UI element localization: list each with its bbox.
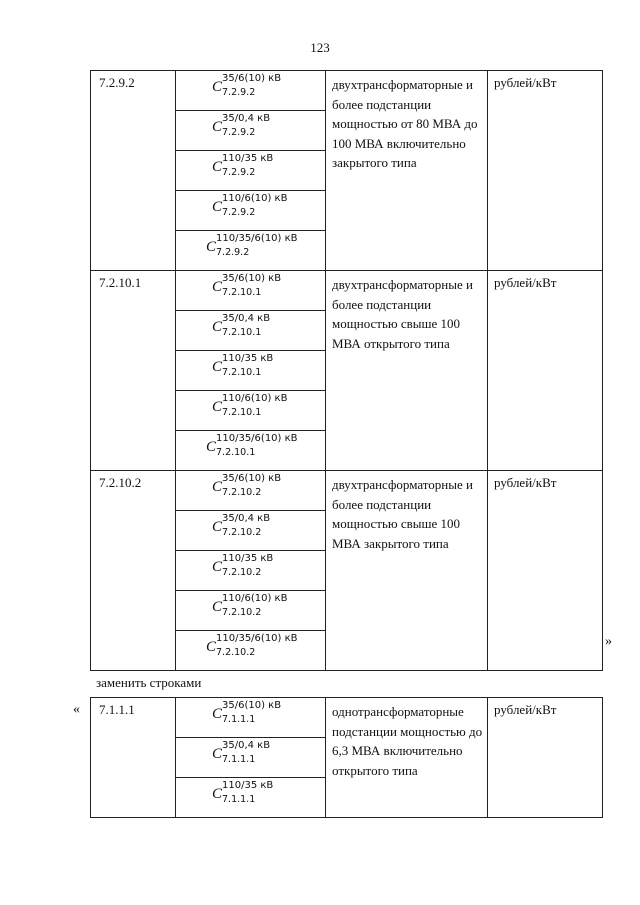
rate-formula (176, 151, 326, 191)
formula-symbol: C (212, 119, 223, 135)
formula-symbol: C (212, 79, 223, 95)
formula-symbol: C (212, 519, 223, 535)
formula-subscript: 7.2.9.2 (222, 87, 256, 98)
row-code: 7.1.1.1 (91, 698, 176, 818)
formula-subscript: 7.2.10.1 (222, 327, 262, 338)
formula-symbol: C (212, 159, 223, 175)
formula-symbol: C (212, 359, 223, 375)
formula-symbol: C (212, 559, 223, 575)
tariff-table-new (90, 697, 603, 818)
formula-subscript: 7.1.1.1 (222, 714, 256, 725)
rate-formula (176, 431, 326, 471)
formula-superscript: 110/6(10) кВ (222, 593, 288, 604)
row-code: 7.2.10.2 (91, 471, 176, 671)
formula-symbol: C (212, 706, 223, 722)
formula-subscript: 7.2.9.2 (222, 207, 256, 218)
rate-formula (176, 591, 326, 631)
table-row (91, 271, 603, 311)
formula-superscript: 110/35 кВ (222, 153, 274, 164)
table-row (91, 698, 603, 738)
replace-instruction: заменить строками (96, 675, 202, 690)
formula-symbol: C (206, 239, 217, 255)
closing-quote: » (605, 634, 612, 649)
rate-formula (176, 191, 326, 231)
row-code: 7.2.9.2 (91, 71, 176, 271)
formula-superscript: 35/6(10) кВ (222, 473, 282, 484)
rate-formula (176, 351, 326, 391)
formula-subscript: 7.2.10.2 (222, 487, 262, 498)
formula-subscript: 7.2.10.2 (222, 567, 262, 578)
rate-formula (176, 391, 326, 431)
rate-formula (176, 631, 326, 671)
formula-superscript: 110/35/6(10) кВ (216, 633, 298, 644)
formula-superscript: 110/35 кВ (222, 553, 274, 564)
formula-subscript: 7.2.9.2 (222, 167, 256, 178)
row-unit: рублей/кВт (488, 271, 603, 471)
formula-subscript: 7.2.9.2 (216, 247, 250, 258)
table-row (91, 471, 603, 511)
formula-superscript: 35/0,4 кВ (222, 313, 271, 324)
rate-formula (176, 271, 326, 311)
tariff-table-old (90, 70, 603, 671)
rate-formula (176, 71, 326, 111)
formula-superscript: 110/35/6(10) кВ (216, 433, 298, 444)
formula-subscript: 7.2.10.2 (222, 607, 262, 618)
formula-symbol: C (212, 479, 223, 495)
formula-superscript: 35/0,4 кВ (222, 513, 271, 524)
rate-formula (176, 471, 326, 511)
formula-subscript: 7.2.10.2 (216, 647, 256, 658)
row-code: 7.2.10.1 (91, 271, 176, 471)
formula-subscript: 7.2.10.1 (222, 367, 262, 378)
formula-symbol: C (212, 786, 223, 802)
formula-subscript: 7.1.1.1 (222, 754, 256, 765)
formula-symbol: C (206, 439, 217, 455)
formula-subscript: 7.1.1.1 (222, 794, 256, 805)
formula-superscript: 35/6(10) кВ (222, 700, 282, 711)
rate-formula (176, 551, 326, 591)
opening-quote: « (73, 702, 80, 717)
formula-subscript: 7.2.10.1 (222, 407, 262, 418)
formula-superscript: 35/6(10) кВ (222, 273, 282, 284)
formula-superscript: 110/35 кВ (222, 780, 274, 791)
formula-symbol: C (212, 746, 223, 762)
formula-symbol: C (212, 319, 223, 335)
formula-subscript: 7.2.10.1 (216, 447, 256, 458)
row-description: однотрансформаторные подстанции мощностью до 6,3 МВА включительно открытого типа (326, 698, 488, 818)
formula-superscript: 110/6(10) кВ (222, 193, 288, 204)
row-description: двухтрансформаторные и более подстанции мощностью свыше 100 МВА закрытого типа (326, 471, 488, 671)
table-row (91, 71, 603, 111)
rate-formula (176, 511, 326, 551)
rate-formula (176, 778, 326, 818)
formula-subscript: 7.2.10.2 (222, 527, 262, 538)
formula-superscript: 110/35/6(10) кВ (216, 233, 298, 244)
formula-symbol: C (206, 639, 217, 655)
formula-superscript: 110/6(10) кВ (222, 393, 288, 404)
row-description: двухтрансформаторные и более подстанции мощностью свыше 100 МВА открытого типа (326, 271, 488, 471)
rate-formula (176, 111, 326, 151)
row-description: двухтрансформаторные и более подстанции мощностью от 80 МВА до 100 МВА включительно закрытого типа (326, 71, 488, 271)
rate-formula (176, 311, 326, 351)
formula-symbol: C (212, 399, 223, 415)
row-unit: рублей/кВт (488, 698, 603, 818)
formula-subscript: 7.2.9.2 (222, 127, 256, 138)
formula-superscript: 35/0,4 кВ (222, 740, 271, 751)
formula-symbol: C (212, 199, 223, 215)
formula-superscript: 110/35 кВ (222, 353, 274, 364)
row-unit: рублей/кВт (488, 471, 603, 671)
page-number: 123 (310, 40, 330, 55)
formula-symbol: C (212, 279, 223, 295)
formula-superscript: 35/0,4 кВ (222, 113, 271, 124)
row-unit: рублей/кВт (488, 71, 603, 271)
formula-subscript: 7.2.10.1 (222, 287, 262, 298)
formula-superscript: 35/6(10) кВ (222, 73, 282, 84)
rate-formula (176, 738, 326, 778)
formula-symbol: C (212, 599, 223, 615)
rate-formula (176, 231, 326, 271)
rate-formula (176, 698, 326, 738)
